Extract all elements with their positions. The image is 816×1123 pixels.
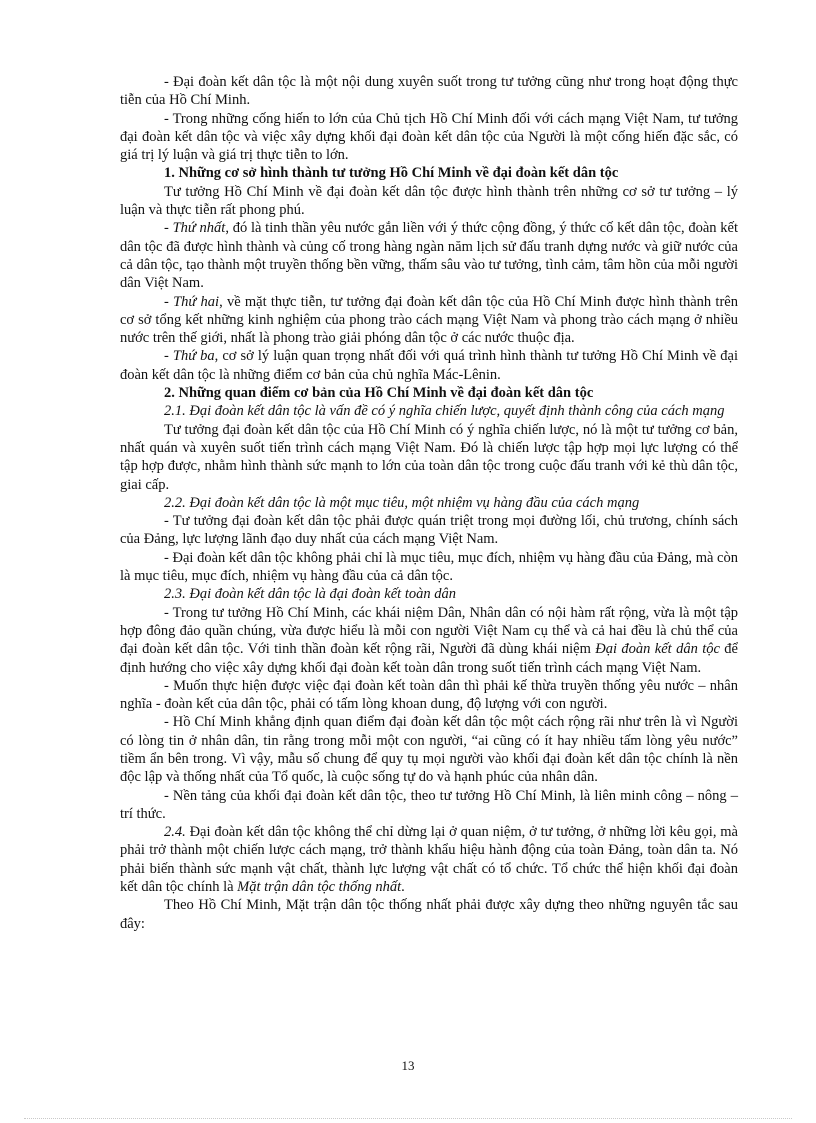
section-number-italic: 2.4. bbox=[164, 824, 186, 841]
lead-italic-term: Thứ nhất bbox=[172, 220, 226, 237]
paragraph-intro-1: - Đại đoàn kết dân tộc là một nội dung xuyên suốt trong tư tưởng cũng như trong hoạt động thực tiễn của Hồ Chí Minh. bbox=[120, 74, 738, 109]
page-number: 13 bbox=[401, 1058, 415, 1073]
page-bottom-divider bbox=[24, 1118, 792, 1119]
paragraph-people-concept bbox=[120, 604, 738, 677]
paragraph-second-basis bbox=[120, 293, 738, 348]
paragraph-2-4 bbox=[120, 823, 738, 896]
paragraph-front-principles: Theo Hồ Chí Minh, Mặt trận dân tộc thống nhất phải được xây dựng theo những nguyên tắc sau đây: bbox=[120, 897, 738, 932]
paragraph-tail: . bbox=[401, 879, 405, 896]
paragraph-body: , về mặt thực tiễn, tư tưởng đại đoàn kết dân tộc của Hồ Chí Minh được hình thành trên cơ sở tổng kết những kinh nghiệm của phong trào cách mạng Việt Nam và phong trào cách mạng ở nhiều nước trên thế giới, nhất là phong trào giải phóng dân tộc ở các nước thuộc địa. bbox=[120, 293, 738, 347]
document-page bbox=[120, 73, 738, 933]
subheading-2-2: 2.2. Đại đoàn kết dân tộc là một mục tiêu, một nhiệm vụ hàng đầu của cách mạng bbox=[164, 494, 640, 511]
paragraph-body: - Trong tư tưởng Hồ Chí Minh, các khái niệm Dân, Nhân dân có nội hàm rất rộng, vừa là một tập hợp đông đảo quần chúng, vừa được hiểu là mỗi con người Việt Nam cụ thể và cả hai đều là chủ thể của đại đoàn kết dân tộc. Với tinh thần đoàn kết rộng rãi, Người đã dùng khái niệm bbox=[120, 604, 738, 658]
paragraph-trust-in-people: - Hồ Chí Minh khẳng định quan điểm đại đoàn kết dân tộc một cách rộng rãi như trên là vì Người có lòng tin ở nhân dân, tin rằng trong mỗi một con người, “ai cũng có ít hay nhiều tấm lòng yêu nước” tiềm ẩn bên trong. Vì vậy, mẫu số chung để quy tụ mọi người vào khối đại đoàn kết dân tộc chính là nền độc lập và thống nhất của Tổ quốc, là cuộc sống tự do và hạnh phúc của nhân dân. bbox=[120, 714, 738, 786]
italic-term: Đại đoàn kết dân tộc bbox=[595, 641, 720, 658]
paragraph-intro-2: - Trong những cống hiến to lớn của Chủ tịch Hồ Chí Minh đối với cách mạng Việt Nam, tư tưởng đại đoàn kết dân tộc và việc xây dựng khối đại đoàn kết dân tộc của Người là một cống hiến đặc sắc, có giá trị lý luận và giá trị thực tiễn to lớn. bbox=[120, 110, 738, 164]
lead-italic-term: Thứ ba bbox=[172, 348, 215, 365]
paragraph-foundation: - Nền tảng của khối đại đoàn kết dân tộc, theo tư tưởng Hồ Chí Minh, là liên minh công – nông – trí thức. bbox=[120, 787, 738, 822]
paragraph-party-policy: - Tư tưởng đại đoàn kết dân tộc phải được quán triệt trong mọi đường lối, chủ trương, chính sách của Đảng, lực lượng lãnh đạo duy nhất của cách mạng Việt Nam. bbox=[120, 513, 738, 548]
paragraph-body: , cơ sở lý luận quan trọng nhất đối với quá trình hình thành tư tưởng Hồ Chí Minh về đại đoàn kết dân tộc là những điểm cơ bản của chủ nghĩa Mác-Lênin. bbox=[120, 348, 738, 383]
section-heading-2: 2. Những quan điểm cơ bản của Hồ Chí Minh về đại đoàn kết dân tộc bbox=[164, 385, 594, 402]
paragraph-tradition: - Muốn thực hiện được việc đại đoàn kết toàn dân thì phải kế thừa truyền thống yêu nước – nhân nghĩa - đoàn kết của dân tộc, phải có tấm lòng khoan dung, độ lượng với con người. bbox=[120, 677, 738, 713]
lead-dash: - bbox=[164, 348, 173, 365]
subheading-2-3: 2.3. Đại đoàn kết dân tộc là đại đoàn kết toàn dân bbox=[164, 586, 456, 603]
paragraph-tail: để định hướng cho việc xây dựng khối đại đoàn kết toàn dân trong suốt tiến trình cách mạng Việt Nam. bbox=[120, 641, 738, 676]
lead-dash: - bbox=[164, 220, 173, 237]
paragraph-goal: - Đại đoàn kết dân tộc không phải chỉ là mục tiêu, mục đích, nhiệm vụ hàng đầu của Đảng, mà còn là mục tiêu, mục đích, nhiệm vụ hàng đầu của cả dân tộc. bbox=[120, 549, 738, 585]
subheading-2-1: 2.1. Đại đoàn kết dân tộc là vấn đề có ý nghĩa chiến lược, quyết định thành công của cách mạng bbox=[164, 403, 725, 420]
lead-italic-term: Thứ hai bbox=[173, 293, 220, 310]
italic-term: Mặt trận dân tộc thống nhất bbox=[237, 879, 402, 896]
lead-dash: - bbox=[164, 293, 174, 310]
paragraph-first-basis bbox=[120, 219, 738, 292]
paragraph-basis-intro: Tư tưởng Hồ Chí Minh về đại đoàn kết dân tộc được hình thành trên những cơ sở tư tưởng – lý luận và thực tiễn rất phong phú. bbox=[120, 183, 738, 219]
paragraph-strategy: Tư tưởng đại đoàn kết dân tộc của Hồ Chí Minh có ý nghĩa chiến lược, nó là một tư tưởng cơ bản, nhất quán và xuyên suốt tiến trình cách mạng Việt Nam. Đó là chiến lược tập hợp mọi lực lượng có thể tập hợp được, nhằm hình thành sức mạnh to lớn của toàn dân tộc trong cuộc đấu tranh với kẻ thù dân tộc, giai cấp. bbox=[120, 421, 738, 493]
paragraph-body: Đại đoàn kết dân tộc không thể chỉ dừng lại ở quan niệm, ở tư tưởng, ở những lời kêu gọi, mà phải trở thành một chiến lược cách mạng, trở thành khẩu hiệu hành động của toàn Đảng, toàn dân ta. Nó phải biến thành sức mạnh vật chất, thành lực lượng vật chất có tổ chức. Tổ chức thể hiện khối đại đoàn kết dân tộc chính là bbox=[120, 824, 738, 896]
section-heading-1: 1. Những cơ sở hình thành tư tưởng Hồ Chí Minh về đại đoàn kết dân tộc bbox=[164, 165, 619, 182]
paragraph-body: , đó là tinh thần yêu nước gắn liền với ý thức cộng đồng, ý thức cố kết dân tộc, đoàn kết dân tộc đã được hình thành và củng cố trong hàng ngàn năm lịch sử đấu tranh dựng nước và giữ nước của cả dân tộc, tạo thành một truyền thống bền vững, thấm sâu vào tư tưởng, tình cảm, tâm hồn của mỗi người dân Việt Nam. bbox=[120, 220, 738, 292]
paragraph-third-basis bbox=[120, 347, 738, 384]
